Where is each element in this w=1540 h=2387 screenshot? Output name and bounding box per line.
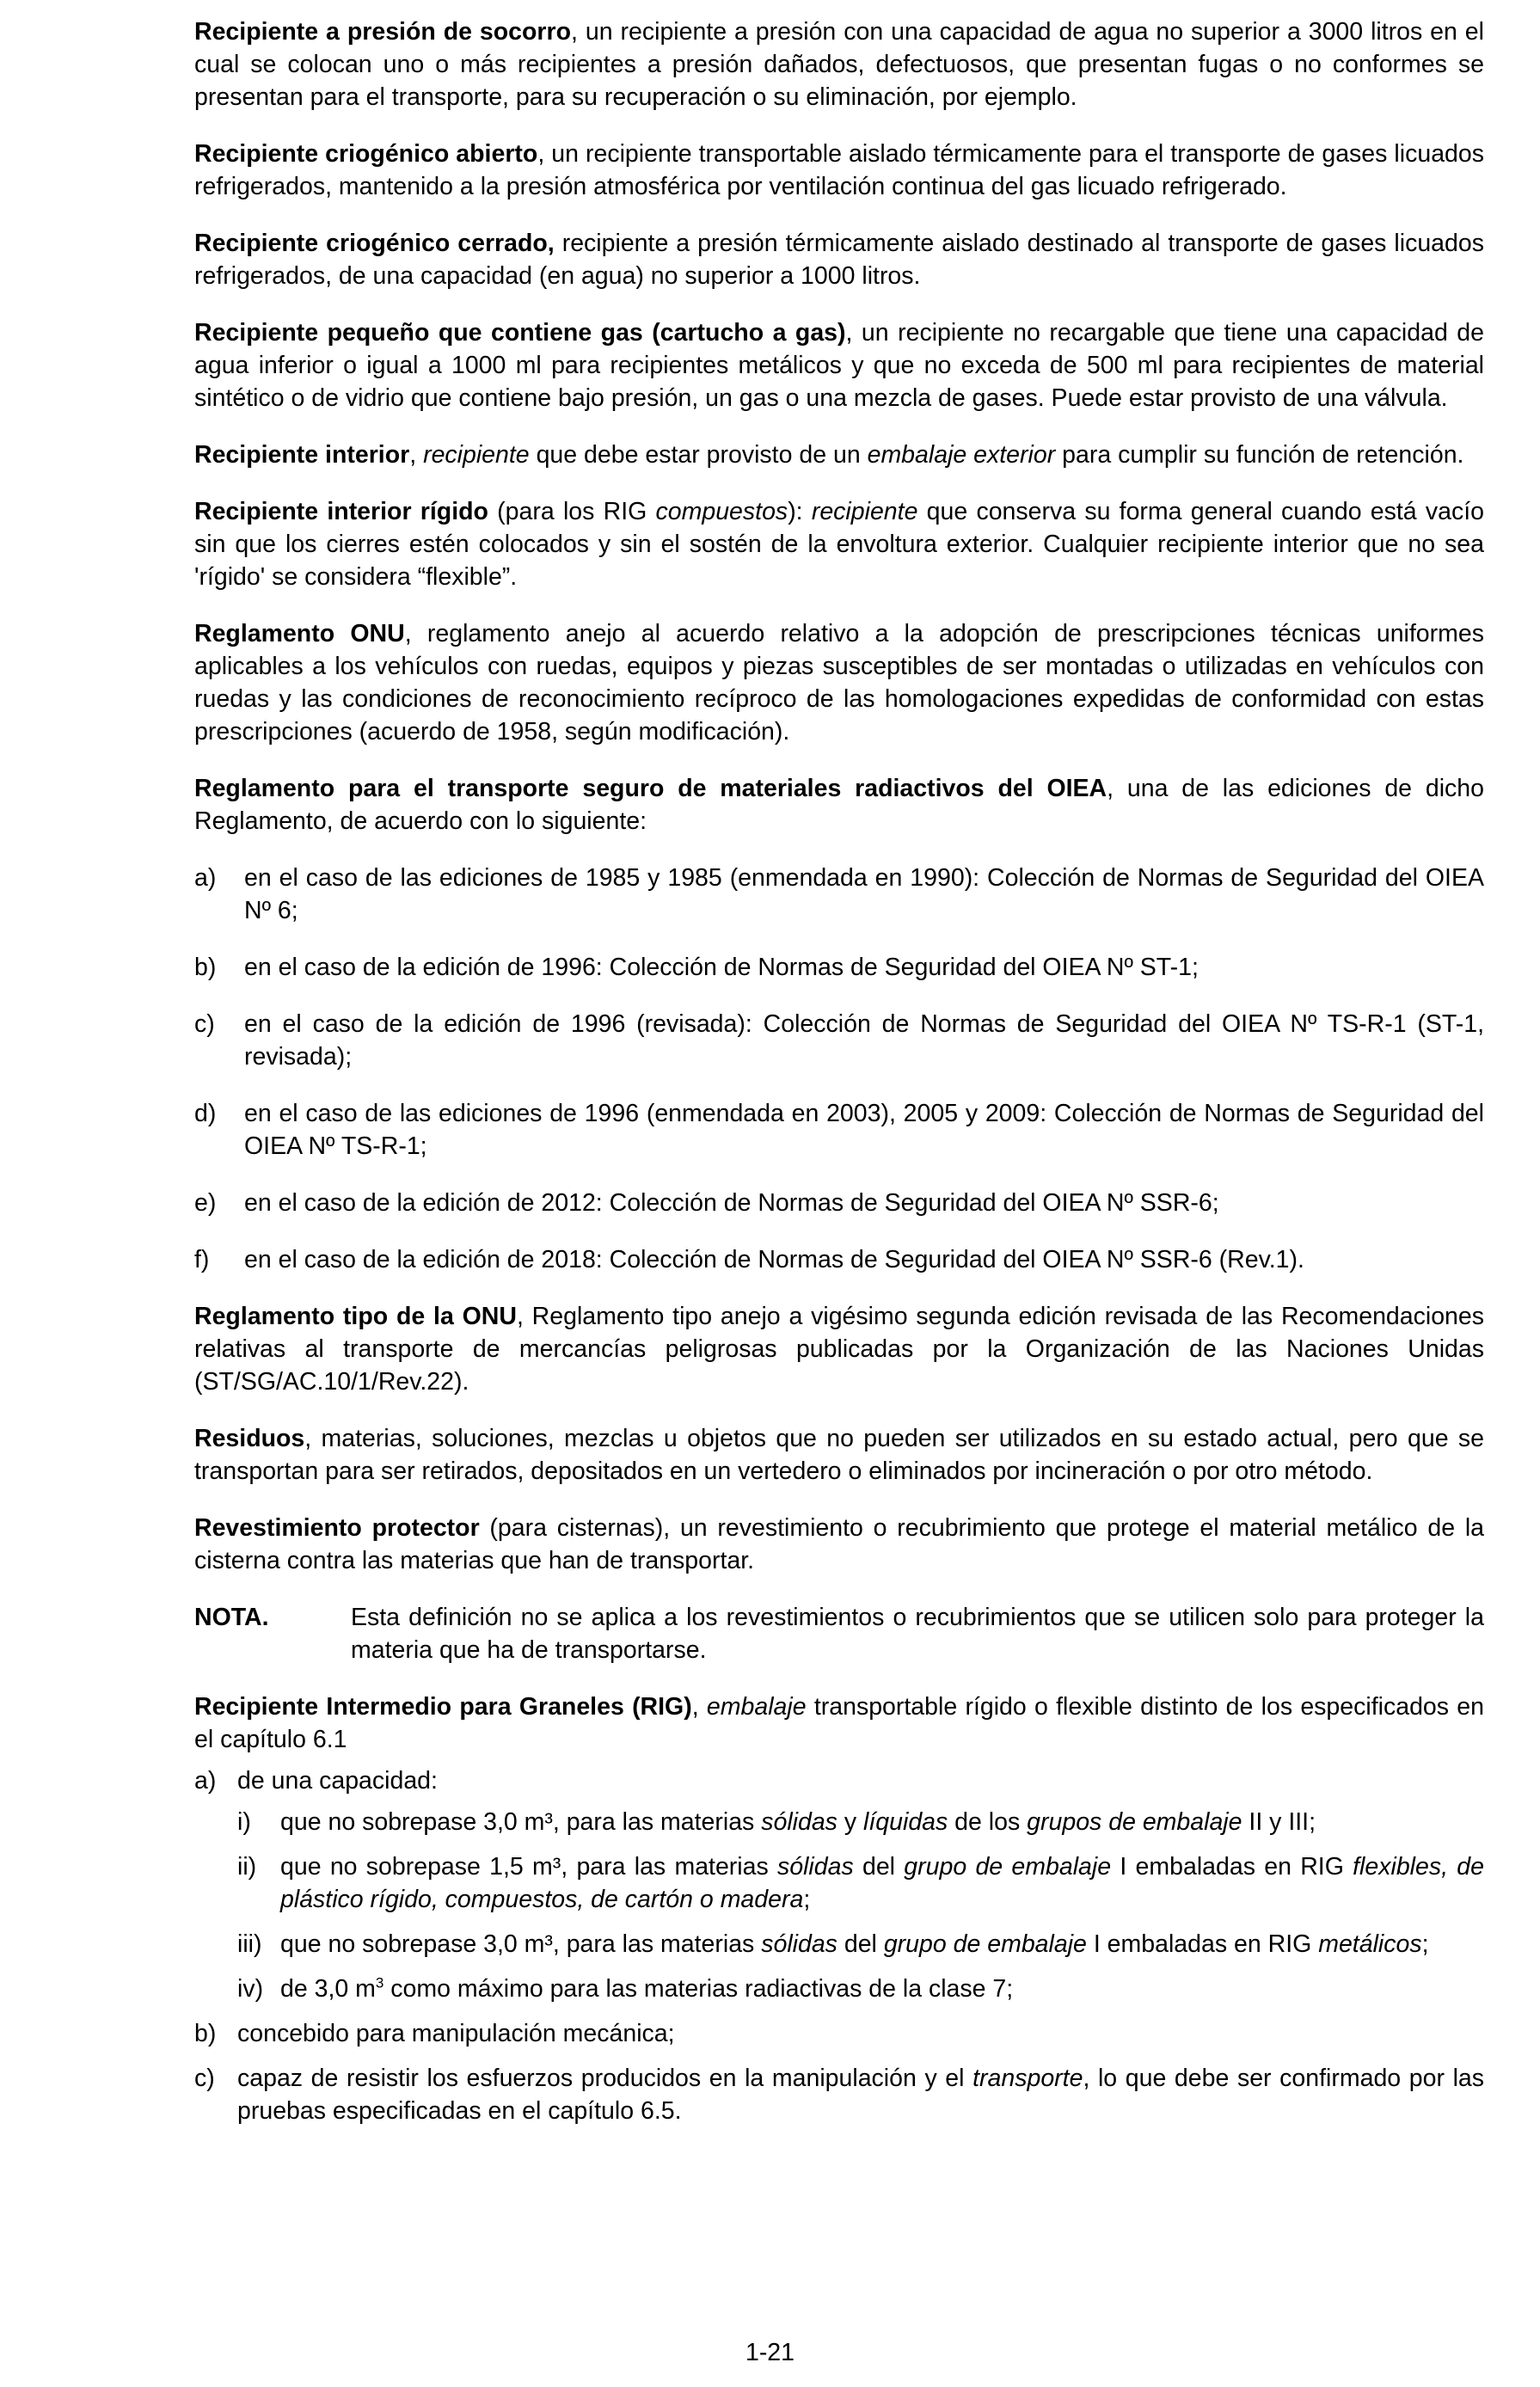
italic-text: embalaje bbox=[706, 1693, 807, 1721]
list-label: a) bbox=[194, 1767, 217, 1795]
term: Revestimiento protector bbox=[194, 1514, 480, 1542]
italic-text: líquidas bbox=[863, 1808, 948, 1836]
list-label: i) bbox=[237, 1808, 251, 1836]
list-item bbox=[194, 1764, 1484, 1797]
definition-text: , Reglamento tipo anejo a vigésimo segunda edición revisada de las Recomendaciones relativas al transporte de mercancías peligrosas publicadas por la Organización de las Naciones Unidas (ST/SG/AC.10/1/Rev.22). bbox=[194, 1303, 1484, 1396]
text: (para los RIG bbox=[488, 498, 656, 525]
definition-criogenico-cerrado bbox=[194, 227, 1484, 292]
list-item bbox=[194, 1008, 1484, 1073]
list-item bbox=[194, 2062, 1484, 2127]
definition-text: , reglamento anejo al acuerdo relativo a la adopción de prescripciones técnicas uniformes aplicables a los vehículos con ruedas, equipos y piezas susceptibles de ser montadas o utilizadas en vehículos con ruedas y las condiciones de reconocimiento recíproco de las homologaciones expedidas de conformidad con estas prescripciones (acuerdo de 1958, según modificación). bbox=[194, 620, 1484, 746]
definition-interior-rigido bbox=[194, 495, 1484, 593]
list-label: f) bbox=[194, 1246, 210, 1273]
list-item bbox=[237, 1973, 1484, 2005]
definition-text: , un recipiente no recargable que tiene una capacidad de agua inferior o igual a 1000 ml para recipientes metálicos y que no exceda de 500 ml para recipientes de material sintético o de vidrio que contiene bajo presión, un gas o una mezcla de gases. Puede estar provisto de una válvula. bbox=[194, 319, 1484, 412]
text: como máximo para las materias radiactivas de la clase 7; bbox=[383, 1975, 1014, 2003]
list-text: en el caso de la edición de 1996: Colección de Normas de Seguridad del OIEA Nº ST-1; bbox=[244, 954, 1199, 981]
list-label: ii) bbox=[237, 1853, 257, 1881]
text: que no sobrepase 1,5 m³, para las materias bbox=[280, 1853, 777, 1881]
definition-residuos bbox=[194, 1422, 1484, 1488]
list-item bbox=[237, 1850, 1484, 1916]
term: Reglamento ONU bbox=[194, 620, 405, 647]
text: de los bbox=[948, 1808, 1028, 1836]
text: de 3,0 m bbox=[280, 1975, 376, 2003]
term: Recipiente interior bbox=[194, 441, 410, 469]
italic-text: sólidas bbox=[761, 1930, 837, 1958]
definition-cartucho-gas bbox=[194, 316, 1484, 414]
list-label: iv) bbox=[237, 1975, 264, 2003]
italic-text: compuestos bbox=[655, 498, 788, 525]
document-page bbox=[194, 15, 1484, 2139]
definition-text: recipiente a presión térmicamente aislado destinado al transporte de gases licuados refrigerados, de una capacidad (en agua) no superior a 1000 litros. bbox=[194, 230, 1484, 290]
list-text: en el caso de la edición de 2012: Colección de Normas de Seguridad del OIEA Nº SSR-6; bbox=[244, 1189, 1219, 1217]
note bbox=[194, 1601, 1484, 1666]
text: I embaladas en RIG bbox=[1111, 1853, 1353, 1881]
definition-text: (para cisternas), un revestimiento o recubrimiento que protege el material metálico de la cisterna contra las materias que han de transportar. bbox=[194, 1514, 1485, 1574]
list-label: iii) bbox=[237, 1930, 262, 1958]
list-text: en el caso de la edición de 1996 (revisada): Colección de Normas de Seguridad del OIEA Nº TS-R-1 (ST-1, revisada); bbox=[244, 1010, 1484, 1071]
italic-text: sólidas bbox=[777, 1853, 854, 1881]
definition-reglamento-onu bbox=[194, 617, 1484, 748]
text: ; bbox=[1421, 1930, 1429, 1958]
definition-text: , una de las ediciones de dicho Reglamento, de acuerdo con lo siguiente: bbox=[194, 775, 1484, 835]
list-item bbox=[194, 862, 1484, 927]
list-text: en el caso de las ediciones de 1985 y 1985 (enmendada en 1990): Colección de Normas de Seguridad del OIEA Nº 6; bbox=[244, 864, 1484, 924]
definition-reglamento-oiea bbox=[194, 772, 1484, 838]
note-text: Esta definición no se aplica a los revestimientos o recubrimientos que se utilicen solo para proteger la materia que ha de transportarse. bbox=[351, 1604, 1484, 1664]
list-label: c) bbox=[194, 1010, 215, 1038]
rig-sublist bbox=[237, 1806, 1484, 2005]
list-label: c) bbox=[194, 2065, 215, 2092]
list-item bbox=[194, 1243, 1484, 1276]
definition-recipiente-socorro bbox=[194, 15, 1484, 114]
list-item bbox=[237, 1806, 1484, 1838]
page-number: 1-21 bbox=[745, 2339, 795, 2366]
list-text: en el caso de la edición de 2018: Colección de Normas de Seguridad del OIEA Nº SSR-6 (Rev.1). bbox=[244, 1246, 1304, 1273]
definition-reglamento-tipo bbox=[194, 1300, 1484, 1398]
definition-text: , materias, soluciones, mezclas u objetos que no pueden ser utilizados en su estado actual, pero que se transportan para ser retirados, depositados en un vertedero o eliminados por incineración o por otro método. bbox=[194, 1425, 1484, 1485]
text: que no sobrepase 3,0 m³, para las materias bbox=[280, 1808, 762, 1836]
text: del bbox=[853, 1853, 905, 1881]
oiea-editions-list bbox=[194, 862, 1484, 1276]
text: , lo que debe ser confirmado por las pruebas especificadas en el capítulo 6.5. bbox=[237, 2065, 1484, 2125]
text: , bbox=[691, 1693, 707, 1721]
list-label: b) bbox=[194, 2020, 217, 2047]
list-item bbox=[194, 1187, 1484, 1219]
definition-rig bbox=[194, 1691, 1484, 1756]
term: Reglamento tipo de la ONU bbox=[194, 1303, 517, 1330]
list-label: e) bbox=[194, 1189, 217, 1217]
text: ): bbox=[788, 498, 812, 525]
text: II y III; bbox=[1242, 1808, 1316, 1836]
text: que conserva su forma general cuando está vacío sin que los cierres estén colocados y sin el sostén de la envoltura exterior. Cualquier recipiente interior que no sea 'rígido' se considera “flexible”. bbox=[194, 498, 1485, 591]
italic-text: metálicos bbox=[1318, 1930, 1422, 1958]
text: que debe estar provisto de un bbox=[529, 441, 868, 469]
term: Recipiente pequeño que contiene gas (cartucho a gas) bbox=[194, 319, 846, 347]
list-item bbox=[194, 2017, 1484, 2050]
italic-text: grupo de embalaje bbox=[883, 1930, 1087, 1958]
italic-text: grupo de embalaje bbox=[904, 1853, 1112, 1881]
definition-text: , un recipiente a presión con una capacidad de agua no superior a 3000 litros en el cual se colocan uno o más recipientes a presión dañados, defectuosos, que presentan fugas o no conformes se presentan para el transporte, para su recuperación o su eliminación, por ejemplo. bbox=[194, 18, 1484, 111]
rig-list bbox=[194, 1764, 1484, 2127]
italic-text: embalaje exterior bbox=[867, 441, 1056, 469]
term: Recipiente a presión de socorro bbox=[194, 18, 572, 46]
definition-criogenico-abierto bbox=[194, 138, 1484, 203]
text: I embaladas en RIG bbox=[1086, 1930, 1319, 1958]
term: Residuos bbox=[194, 1425, 305, 1452]
list-text: concebido para manipulación mecánica; bbox=[237, 2020, 675, 2047]
list-label: a) bbox=[194, 864, 217, 892]
list-label: d) bbox=[194, 1100, 217, 1127]
list-text: en el caso de las ediciones de 1996 (enmendada en 2003), 2005 y 2009: Colección de Normas de Seguridad del OIEA Nº TS-R-1; bbox=[244, 1100, 1484, 1160]
list-item bbox=[194, 951, 1484, 984]
term: Recipiente Intermedio para Graneles (RIG) bbox=[194, 1693, 692, 1721]
text: y bbox=[837, 1808, 864, 1836]
italic-text: grupos de embalaje bbox=[1027, 1808, 1242, 1836]
list-item bbox=[194, 1097, 1484, 1163]
superscript: 3 bbox=[375, 1974, 384, 1991]
text: que no sobrepase 3,0 m³, para las materias bbox=[280, 1930, 762, 1958]
italic-text: sólidas bbox=[761, 1808, 837, 1836]
note-label: NOTA. bbox=[194, 1604, 269, 1631]
term: Recipiente criogénico abierto bbox=[194, 140, 538, 168]
italic-text: transporte bbox=[972, 2065, 1083, 2092]
list-label: b) bbox=[194, 954, 217, 981]
term: Recipiente interior rígido bbox=[194, 498, 488, 525]
text: para cumplir su función de retención. bbox=[1055, 441, 1464, 469]
text: ; bbox=[803, 1886, 811, 1913]
text: capaz de resistir los esfuerzos producidos en la manipulación y el bbox=[237, 2065, 973, 2092]
list-text: de una capacidad: bbox=[237, 1767, 438, 1795]
italic-text: recipiente bbox=[811, 498, 918, 525]
definition-recipiente-interior bbox=[194, 439, 1484, 471]
italic-text: recipiente bbox=[423, 441, 530, 469]
list-item bbox=[237, 1928, 1484, 1961]
term: Recipiente criogénico cerrado, bbox=[194, 230, 555, 257]
italic-text: flexibles, de plástico rígido, compuestos, de cartón o madera bbox=[280, 1853, 1484, 1913]
term: Reglamento para el transporte seguro de materiales radiactivos del OIEA bbox=[194, 775, 1107, 802]
text: transportable rígido o flexible distinto de los especificados en el capítulo 6.1 bbox=[194, 1693, 1484, 1753]
text: del bbox=[837, 1930, 884, 1958]
definition-revestimiento bbox=[194, 1512, 1484, 1577]
text: , bbox=[409, 441, 424, 469]
definition-text: , un recipiente transportable aislado térmicamente para el transporte de gases licuados refrigerados, mantenido a la presión atmosférica por ventilación continua del gas licuado refrigerado. bbox=[194, 140, 1484, 200]
